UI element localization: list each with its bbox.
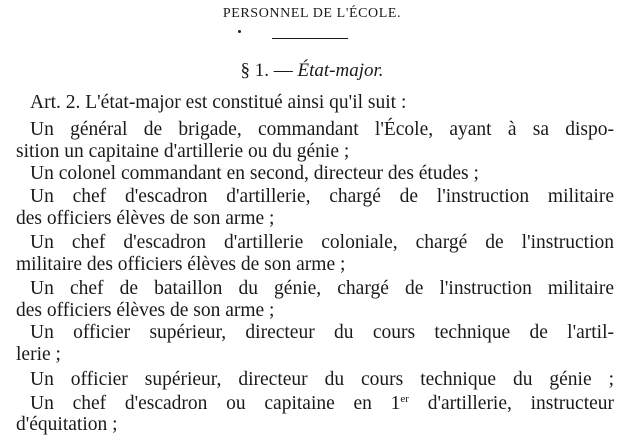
paragraph-line: Un chef d'escadron d'artillerie coloniale, chargé de l'instruction — [30, 232, 614, 253]
line-text: Un chef d'escadron ou capitaine en — [30, 393, 372, 414]
ordinal-superscript: er — [400, 393, 409, 405]
section-number: § 1. — — [240, 60, 293, 81]
running-head: PERSONNEL DE L'ÉCOLE. — [222, 6, 402, 21]
line-text-tail: d'artillerie, instructeur — [408, 393, 615, 414]
paragraph-line: Un officier supérieur, directeur du cours technique de l'artil- — [30, 322, 614, 343]
paragraph-line: des officiers élèves de son arme ; — [16, 208, 275, 229]
paragraph-line: Un général de brigade, commandant l'École, ayant à sa dispo- — [30, 119, 614, 140]
paragraph-line: lerie ; — [16, 344, 61, 365]
paragraph-line: sition un capitaine d'artillerie ou du génie ; — [16, 141, 350, 162]
paragraph-line: Un chef de bataillon du génie, chargé de l'instruction militaire — [30, 278, 614, 299]
paragraph-line: militaire des officiers élèves de son arme ; — [16, 254, 346, 275]
section-title: État-major. — [297, 60, 384, 81]
paragraph-line: Art. 2. L'état-major est constitué ainsi qu'il suit : — [30, 92, 407, 113]
paragraph-line: d'équitation ; — [16, 414, 118, 435]
paragraph-line-with-superscript — [16, 393, 614, 415]
paragraph-line: Un colonel commandant en second, directeur des études ; — [30, 163, 479, 184]
paragraph-line: Un chef d'escadron d'artillerie, chargé de l'instruction militaire — [30, 186, 614, 207]
ordinal-number: 1 — [390, 393, 401, 414]
ornament-dot — [238, 30, 241, 33]
paragraph-line: des officiers élèves de son arme ; — [16, 300, 275, 321]
paragraph-line: Un officier supérieur, directeur du cours technique du génie ; — [30, 369, 614, 390]
header-rule — [272, 38, 348, 39]
section-heading — [0, 60, 624, 82]
